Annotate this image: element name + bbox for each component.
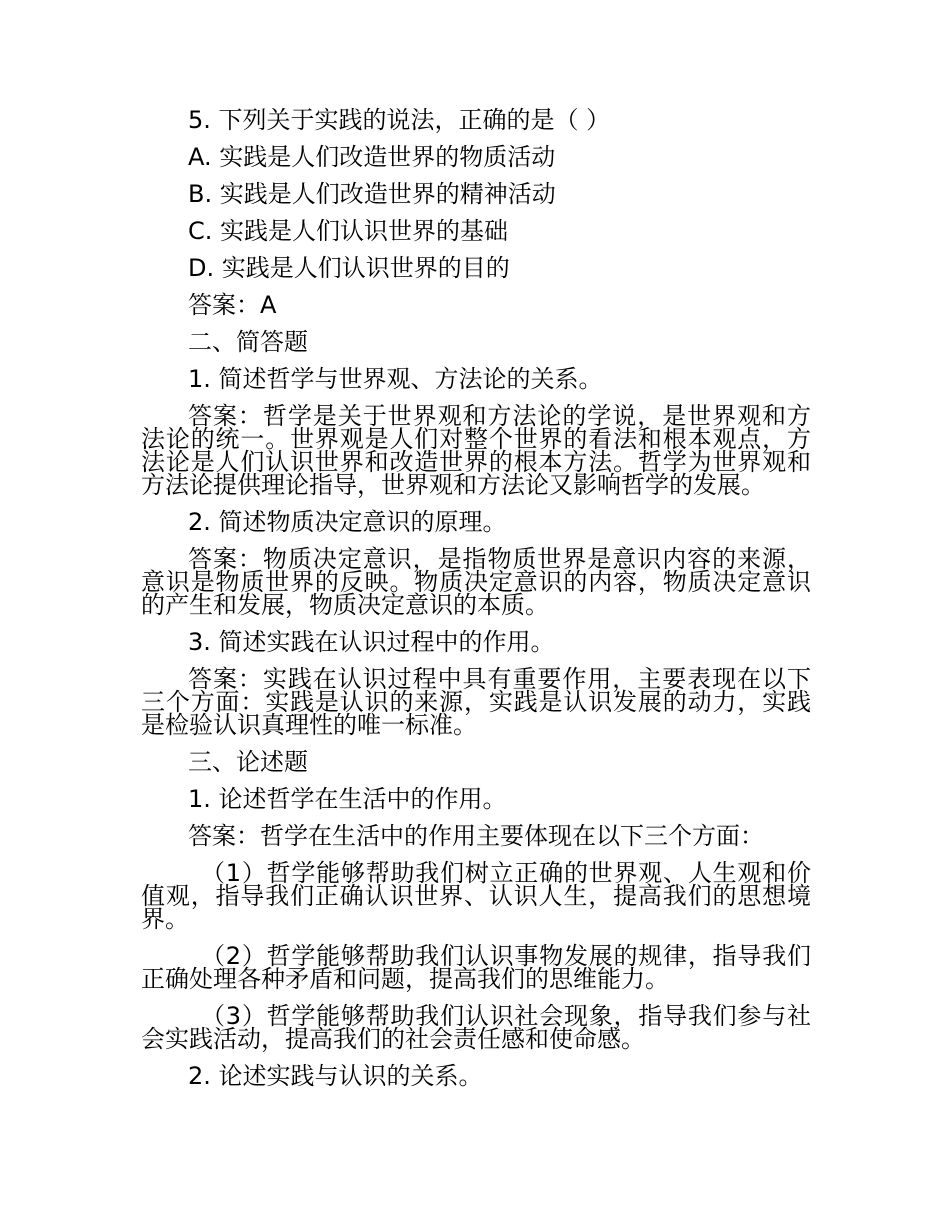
short-answer-question-3: 3. 简述实践在认识过程中的作用。 — [188, 628, 555, 656]
section-essay-heading: 三、论述题 — [188, 748, 308, 776]
question-5-option-c: C. 实践是人们认识世界的基础 — [188, 217, 509, 245]
essay-answer-1-point-2: （2）哲学能够帮助我们认识事物发展的规律，指导我们正确处理各种矛盾和问题，提高我们的思维能力。 — [141, 942, 811, 993]
question-5-stem: 5. 下列关于实践的说法，正确的是（ ） — [188, 106, 611, 134]
essay-question-1: 1. 论述哲学在生活中的作用。 — [188, 785, 507, 813]
question-5-option-b: B. 实践是人们改造世界的精神活动 — [188, 180, 556, 208]
essay-answer-1-point-3: （3）哲学能够帮助我们认识社会现象，指导我们参与社会实践活动，提高我们的社会责任感和使命感。 — [141, 1002, 811, 1053]
section-short-answer-heading: 二、简答题 — [188, 328, 308, 356]
short-answer-answer-2: 答案：物质决定意识，是指物质世界是意识内容的来源，意识是物质世界的反映。物质决定意识的内容，物质决定意识的产生和发展，物质决定意识的本质。 — [141, 545, 811, 619]
question-5-option-a: A. 实践是人们改造世界的物质活动 — [188, 143, 556, 171]
short-answer-answer-1: 答案：哲学是关于世界观和方法论的学说，是世界观和方法论的统一。世界观是人们对整个世界的看法和根本观点，方法论是人们认识世界和改造世界的根本方法。哲学为世界观和方法论提供理论指导，世界观和方法论又影响哲学的发展。 — [141, 402, 811, 499]
short-answer-question-2: 2. 简述物质决定意识的原理。 — [188, 508, 507, 536]
question-5-option-d: D. 实践是人们认识世界的目的 — [188, 254, 510, 282]
essay-answer-1-point-1: （1）哲学能够帮助我们树立正确的世界观、人生观和价值观，指导我们正确认识世界、认识人生，提高我们的思想境界。 — [141, 859, 811, 933]
essay-question-2: 2. 论述实践与认识的关系。 — [188, 1062, 483, 1090]
question-5-answer: 答案：A — [188, 291, 277, 319]
essay-answer-1-intro: 答案：哲学在生活中的作用主要体现在以下三个方面： — [188, 822, 764, 850]
document-body — [141, 102, 811, 1095]
short-answer-answer-3: 答案：实践在认识过程中具有重要作用，主要表现在以下三个方面：实践是认识的来源，实践是认识发展的动力，实践是检验认识真理性的唯一标准。 — [141, 665, 811, 739]
short-answer-question-1: 1. 简述哲学与世界观、方法论的关系。 — [188, 365, 603, 393]
